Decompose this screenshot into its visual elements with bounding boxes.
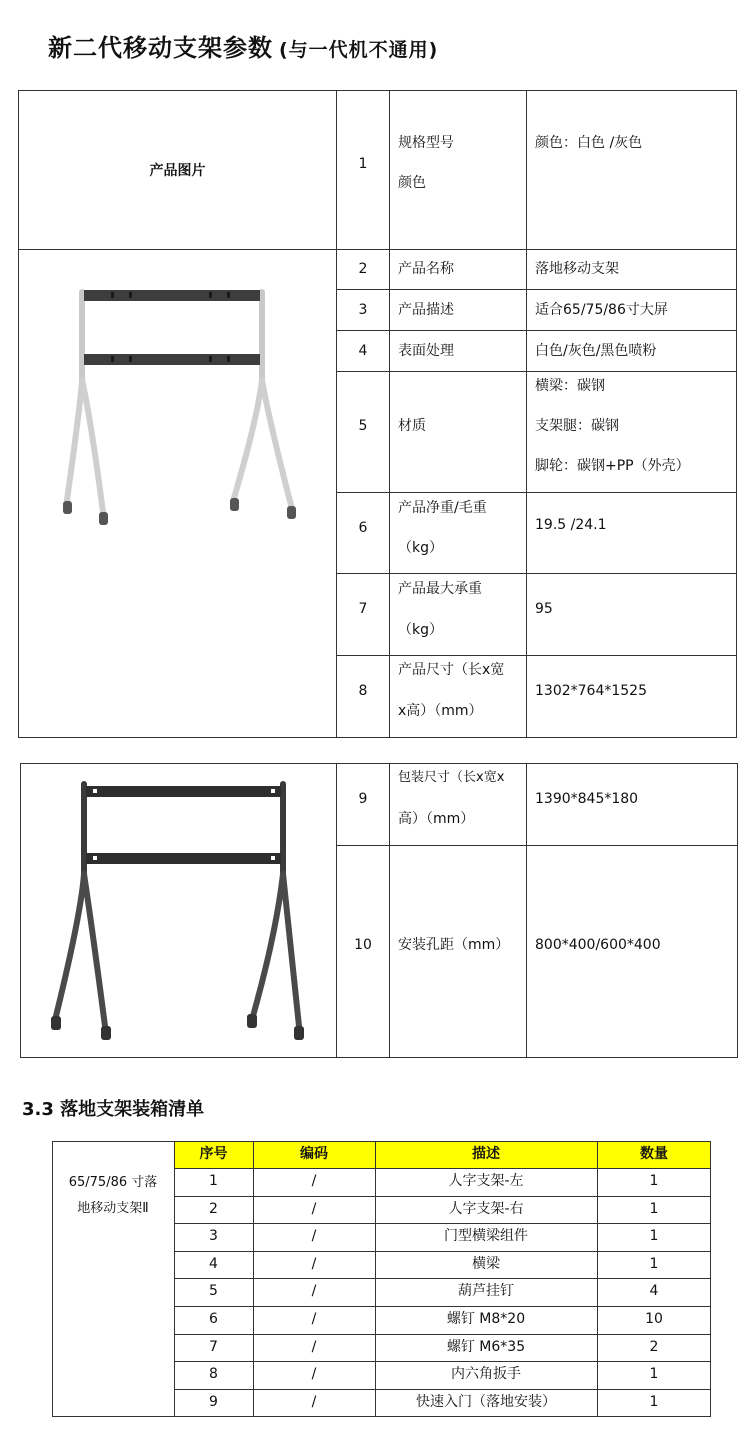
spec-row-9-label-2: 高）（mm） [398, 811, 475, 827]
spec-row-9-label-1: 包装尺寸（长x宽x [398, 770, 505, 785]
spec-row-5-no: 5 [358, 418, 368, 434]
packing-row-7-code: / [311, 1339, 317, 1355]
packing-header-code: 编码 [300, 1146, 328, 1162]
spec-row-1-label-1: 规格型号 [398, 135, 454, 151]
spec-row-6-label-2: （kg） [398, 540, 443, 556]
spec-row-4-value: 白色/灰色/黑色喷粉 [535, 343, 657, 359]
packing-row-7-qty: 2 [649, 1339, 659, 1355]
packing-row-9-desc: 快速入门（落地安装） [416, 1394, 556, 1410]
packing-header-qty: 数量 [640, 1146, 668, 1162]
packing-row-5-code: / [311, 1283, 317, 1299]
spec-row-8-label-1: 产品尺寸（长x宽 [398, 662, 505, 678]
packing-row-4-code: / [311, 1256, 317, 1272]
spec-row-1-label-2: 颜色 [398, 175, 426, 191]
packing-row-3-desc: 门型横梁组件 [444, 1228, 528, 1244]
packing-row-1-desc: 人字支架-左 [448, 1173, 524, 1189]
spec-row-4-label: 表面处理 [398, 343, 454, 359]
spec-row-7-no: 7 [358, 601, 368, 617]
packing-row-4-no: 4 [209, 1256, 218, 1272]
spec-row-2-no: 2 [358, 261, 368, 277]
section-title: 3.3 落地支架装箱清单 [22, 1099, 205, 1120]
spec-row-10-no: 10 [354, 937, 372, 953]
title-sub: (与一代机不通用) [279, 39, 439, 61]
packing-row-3-no: 3 [209, 1228, 218, 1244]
packing-row-3-code: / [311, 1228, 317, 1244]
packing-row-9-code: / [311, 1394, 317, 1410]
packing-row-5-desc: 葫芦挂钉 [458, 1283, 514, 1299]
spec-row-7-label-2: （kg） [398, 622, 443, 638]
packing-header-desc: 描述 [472, 1146, 500, 1162]
spec-row-8-no: 8 [358, 683, 368, 699]
packing-row-2-no: 2 [209, 1201, 218, 1217]
spec-row-5-value-1: 横梁：碳钢 [535, 378, 605, 394]
packing-row-4-qty: 1 [649, 1256, 659, 1272]
spec-row-2-value: 落地移动支架 [535, 261, 619, 277]
spec-row-6-no: 6 [358, 520, 368, 536]
packing-row-5-qty: 4 [649, 1283, 659, 1299]
packing-group-line-1: 65/75/86 寸落 [68, 1175, 158, 1190]
spec-row-7-label-1: 产品最大承重 [398, 581, 482, 597]
spec-row-3-no: 3 [358, 302, 368, 318]
spec-row-10-label: 安装孔距（mm） [398, 937, 510, 953]
packing-row-9-no: 9 [209, 1394, 218, 1410]
title-main: 新二代移动支架参数 [48, 34, 273, 62]
packing-row-6-desc: 螺钉 M8*20 [446, 1311, 526, 1327]
image-column-header: 产品图片 [149, 163, 206, 179]
spec-row-1-value: 颜色：白色 /灰色 [535, 135, 643, 151]
spec-row-6-label-1: 产品净重/毛重 [398, 500, 487, 516]
spec-row-4-no: 4 [358, 343, 368, 359]
packing-row-6-code: / [311, 1311, 317, 1327]
spec-row-2-label: 产品名称 [398, 261, 454, 277]
packing-row-2-qty: 1 [649, 1201, 659, 1217]
packing-row-2-code: / [311, 1201, 317, 1217]
packing-row-8-code: / [311, 1366, 317, 1382]
packing-row-8-no: 8 [209, 1366, 218, 1382]
packing-row-9-qty: 1 [649, 1394, 659, 1410]
spec-row-9-value: 1390*845*180 [535, 791, 639, 807]
packing-row-2-desc: 人字支架-右 [448, 1201, 524, 1217]
spec-row-8-label-2: x高）（mm） [398, 703, 483, 719]
packing-group-label [52, 1170, 174, 1222]
spec-row-5-label: 材质 [398, 418, 426, 434]
packing-header-no: 序号 [199, 1146, 228, 1162]
packing-row-7-no: 7 [209, 1339, 218, 1355]
packing-row-8-desc: 内六角扳手 [451, 1366, 521, 1382]
packing-row-4-desc: 横梁 [472, 1256, 500, 1272]
spec-row-5-value-3: 脚轮：碳钢+PP（外壳） [535, 458, 690, 474]
packing-row-1-qty: 1 [649, 1173, 659, 1189]
packing-row-1-no: 1 [209, 1173, 218, 1189]
spec-row-6-value: 19.5 /24.1 [535, 517, 607, 533]
spec-row-8-value: 1302*764*1525 [535, 683, 647, 699]
spec-row-3-label: 产品描述 [398, 302, 454, 318]
spec-row-10-value: 800*400/600*400 [535, 937, 661, 953]
packing-row-8-qty: 1 [649, 1366, 659, 1382]
packing-group-line-2: 地移动支架Ⅱ [77, 1201, 149, 1216]
spec-row-9-no: 9 [358, 791, 368, 807]
packing-row-1-code: / [311, 1173, 317, 1189]
packing-row-6-qty: 10 [645, 1311, 663, 1327]
packing-row-3-qty: 1 [649, 1228, 659, 1244]
spec-row-1-no: 1 [358, 156, 368, 172]
packing-row-5-no: 5 [209, 1283, 218, 1299]
packing-row-7-desc: 螺钉 M6*35 [446, 1339, 526, 1355]
spec-row-7-value: 95 [535, 601, 553, 617]
packing-row-6-no: 6 [209, 1311, 218, 1327]
spec-row-3-value: 适合65/75/86寸大屏 [535, 302, 668, 318]
spec-row-5-value-2: 支架腿：碳钢 [535, 418, 619, 434]
